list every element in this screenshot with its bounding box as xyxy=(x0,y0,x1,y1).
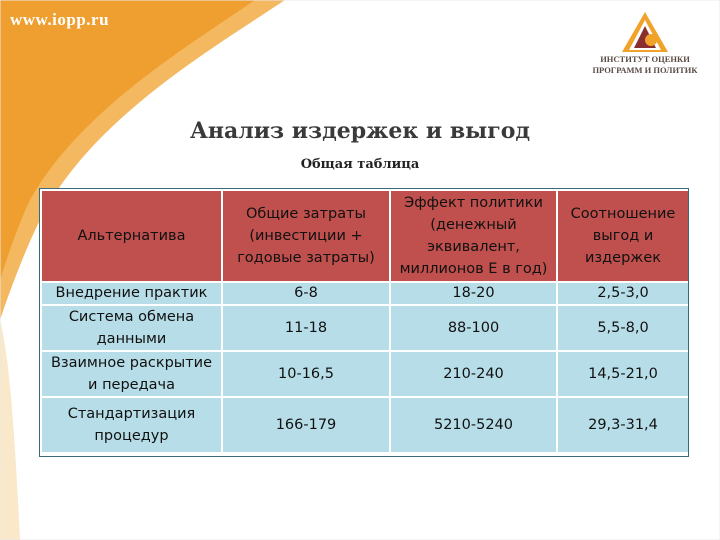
cell-ratio: 14,5-21,0 xyxy=(557,351,689,397)
logo-text xyxy=(580,54,710,76)
page-title: Анализ издержек и выгод xyxy=(189,118,531,144)
cell-costs: 166-179 xyxy=(222,397,390,453)
table-row xyxy=(41,351,689,397)
table-header-row xyxy=(41,190,689,282)
cell-alternative: Внедрение практик xyxy=(41,282,222,305)
cell-alternative: Взаимное раскрытие и передача xyxy=(41,351,222,397)
table-row xyxy=(41,305,689,351)
table-row xyxy=(41,397,689,453)
cell-alternative: Система обмена данными xyxy=(41,305,222,351)
cell-costs: 11-18 xyxy=(222,305,390,351)
cell-effect: 88-100 xyxy=(390,305,557,351)
triangle-logo-icon xyxy=(620,10,670,54)
cell-costs: 10-16,5 xyxy=(222,351,390,397)
institute-logo xyxy=(580,10,710,80)
cell-ratio: 2,5-3,0 xyxy=(557,282,689,305)
logo-line-1: ИНСТИТУТ ОЦЕНКИ xyxy=(600,54,690,64)
cell-ratio: 29,3-31,4 xyxy=(557,397,689,453)
cell-effect: 210-240 xyxy=(390,351,557,397)
header-total-costs: Общие затраты (инвестиции + годовые затраты) xyxy=(222,190,390,282)
table-row xyxy=(41,282,689,305)
cost-benefit-table xyxy=(40,189,690,454)
cell-effect: 5210-5240 xyxy=(390,397,557,453)
page-subtitle: Общая таблица xyxy=(300,157,420,172)
logo-line-2: ПРОГРАММ И ПОЛИТИК xyxy=(592,65,698,75)
header-policy-effect: Эффект политики (денежный эквивалент, миллионов Е в год) xyxy=(390,190,557,282)
cell-effect: 18-20 xyxy=(390,282,557,305)
cell-costs: 6-8 xyxy=(222,282,390,305)
header-benefit-cost-ratio: Соотношение выгод и издержек xyxy=(557,190,689,282)
cell-ratio: 5,5-8,0 xyxy=(557,305,689,351)
header-alternative: Альтернатива xyxy=(41,190,222,282)
cell-alternative: Стандартизация процедур xyxy=(41,397,222,453)
site-url[interactable]: www.iopp.ru xyxy=(10,10,110,29)
